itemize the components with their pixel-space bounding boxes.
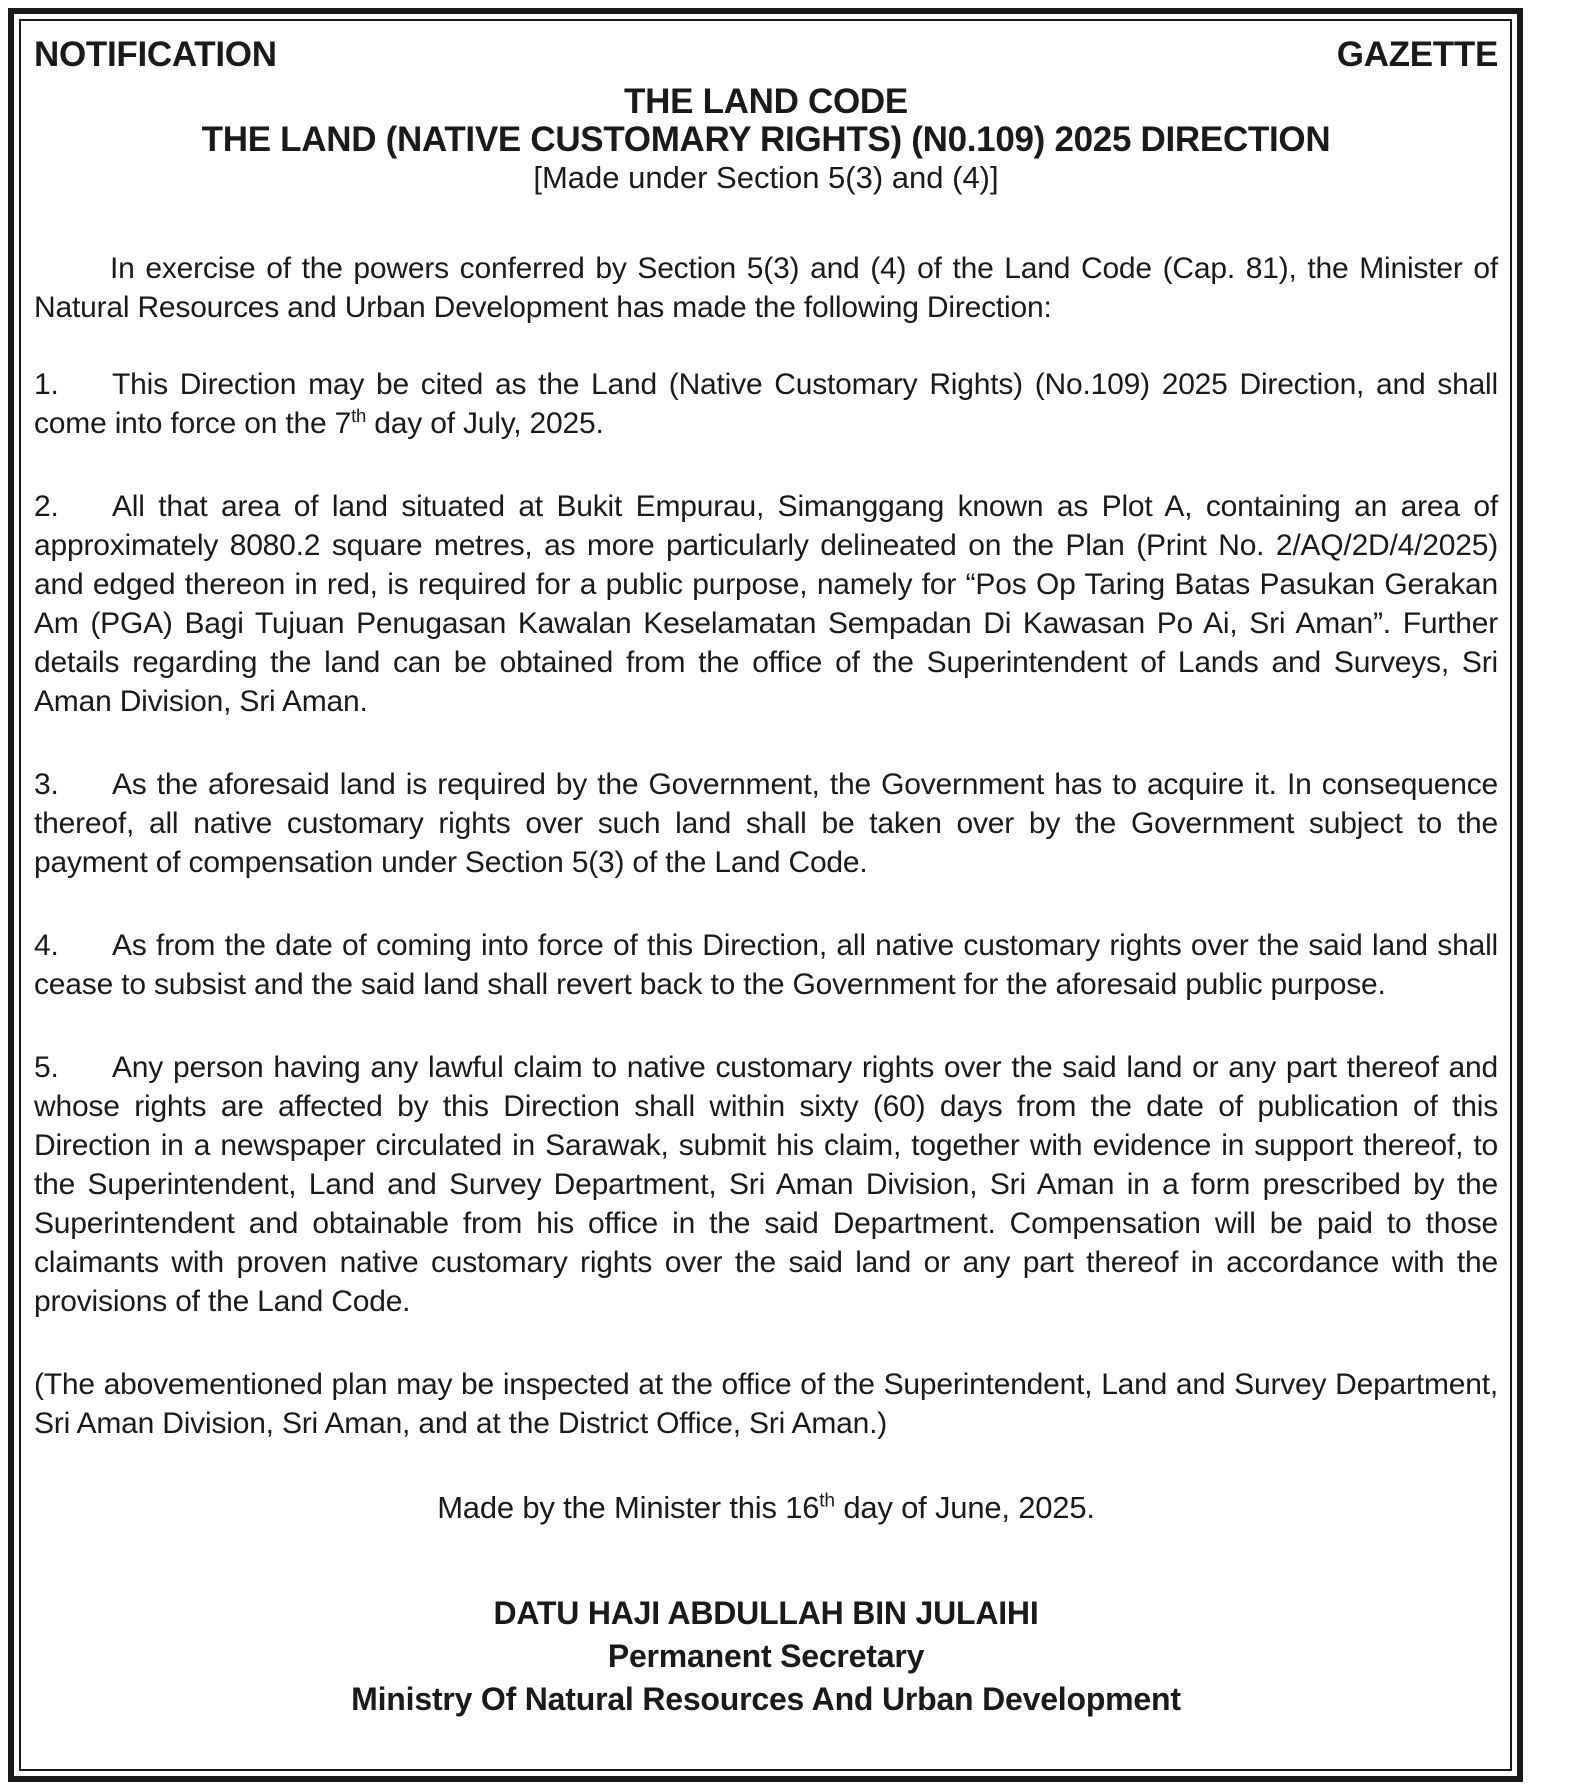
clause-5-number: 5. bbox=[34, 1051, 59, 1084]
clause-1-text: This Direction may be cited as the Land (Native Customary Rights) (No.109) 2025 Direction, and shall come into force on the 7 bbox=[34, 368, 1498, 440]
document-title-line2: THE LAND (NATIVE CUSTOMARY RIGHTS) (N0.109) 2025 DIRECTION bbox=[201, 120, 1331, 159]
clause-5 bbox=[34, 1048, 1498, 1321]
clause-2-number: 2. bbox=[34, 490, 59, 523]
document-title-line1: THE LAND CODE bbox=[624, 82, 908, 121]
made-line-text-end: day of June, 2025. bbox=[834, 1490, 1095, 1525]
made-line-text: Made by the Minister this 16 bbox=[437, 1490, 820, 1525]
clause-1 bbox=[34, 365, 1498, 443]
clause-2-text: All that area of land situated at Bukit Empurau, Simanggang known as Plot A, containing an area of approximately 8080.2 square metres, as more particularly delineated on the Plan (Print No. 2/AQ/2D/4/2025) and edged thereon in red, is required for a public purpose, namely for “Pos Op Taring Batas Pasukan Gerakan Am (PGA) Bagi Tujuan Penugasan Kawalan Keselamatan Sempadan Di Kawasan Po Ai, Sri Aman”. Further details regarding the land can be obtained from the office of the Superintendent of Lands and Surveys, Sri Aman Division, Sri Aman. bbox=[34, 490, 1498, 718]
masthead-row bbox=[34, 35, 1498, 75]
clause-3 bbox=[34, 765, 1498, 882]
made-by-minister-line bbox=[34, 1488, 1498, 1527]
masthead-notification-label: NOTIFICATION bbox=[34, 35, 277, 74]
clause-3-text: As the aforesaid land is required by the Government, the Government has to acquire it. In consequence thereof, all native customary rights over such land shall be taken over by the Government subject to the payment of compensation under Section 5(3) of the Land Code. bbox=[34, 768, 1498, 879]
clause-1-superscript: th bbox=[351, 405, 367, 426]
clause-5-text: Any person having any lawful claim to native customary rights over the said land or any part thereof and whose rights are affected by this Direction shall within sixty (60) days from the date of publication of this Direction in a newspaper circulated in Sarawak, submit his claim, together with evidence in support thereof, to the Superintendent, Land and Survey Department, Sri Aman Division, Sri Aman in a form prescribed by the Superintendent and obtainable from his office in the said Department. Compensation will be paid to those claimants with proven native customary rights over the said land or any part thereof in accordance with the provisions of the Land Code. bbox=[34, 1051, 1498, 1318]
document-inner-frame bbox=[19, 19, 1512, 1771]
clause-4-text: As from the date of coming into force of this Direction, all native customary rights over the said land shall cease to subsist and the said land shall revert back to the Government for the aforesaid public purpose. bbox=[34, 929, 1498, 1001]
intro-paragraph: In exercise of the powers conferred by Section 5(3) and (4) of the Land Code (Cap. 81), the Minister of Natural Resources and Urban Development has made the following Direction: bbox=[34, 252, 1498, 324]
plan-inspection-note: (The abovementioned plan may be inspected at the office of the Superintendent, Land and Survey Department, Sri Aman Division, Sri Aman, and at the District Office, Sri Aman.) bbox=[34, 1368, 1498, 1440]
masthead-gazette-label: GAZETTE bbox=[1336, 35, 1498, 74]
signature-block bbox=[34, 1592, 1498, 1721]
clause-3-number: 3. bbox=[34, 768, 59, 801]
clause-1-number: 1. bbox=[34, 368, 59, 401]
signatory-ministry: Ministry Of Natural Resources And Urban Development bbox=[351, 1681, 1181, 1717]
made-under-subtitle: [Made under Section 5(3) and (4)] bbox=[533, 160, 999, 195]
signatory-role: Permanent Secretary bbox=[607, 1638, 925, 1674]
clause-4 bbox=[34, 926, 1498, 1004]
signatory-name: DATU HAJI ABDULLAH BIN JULAIHI bbox=[493, 1595, 1039, 1631]
clause-1-text-end: day of July, 2025. bbox=[366, 407, 604, 440]
document-frame bbox=[8, 8, 1523, 1782]
clause-2 bbox=[34, 487, 1498, 721]
clause-4-number: 4. bbox=[34, 929, 59, 962]
made-line-superscript: th bbox=[819, 1490, 835, 1512]
